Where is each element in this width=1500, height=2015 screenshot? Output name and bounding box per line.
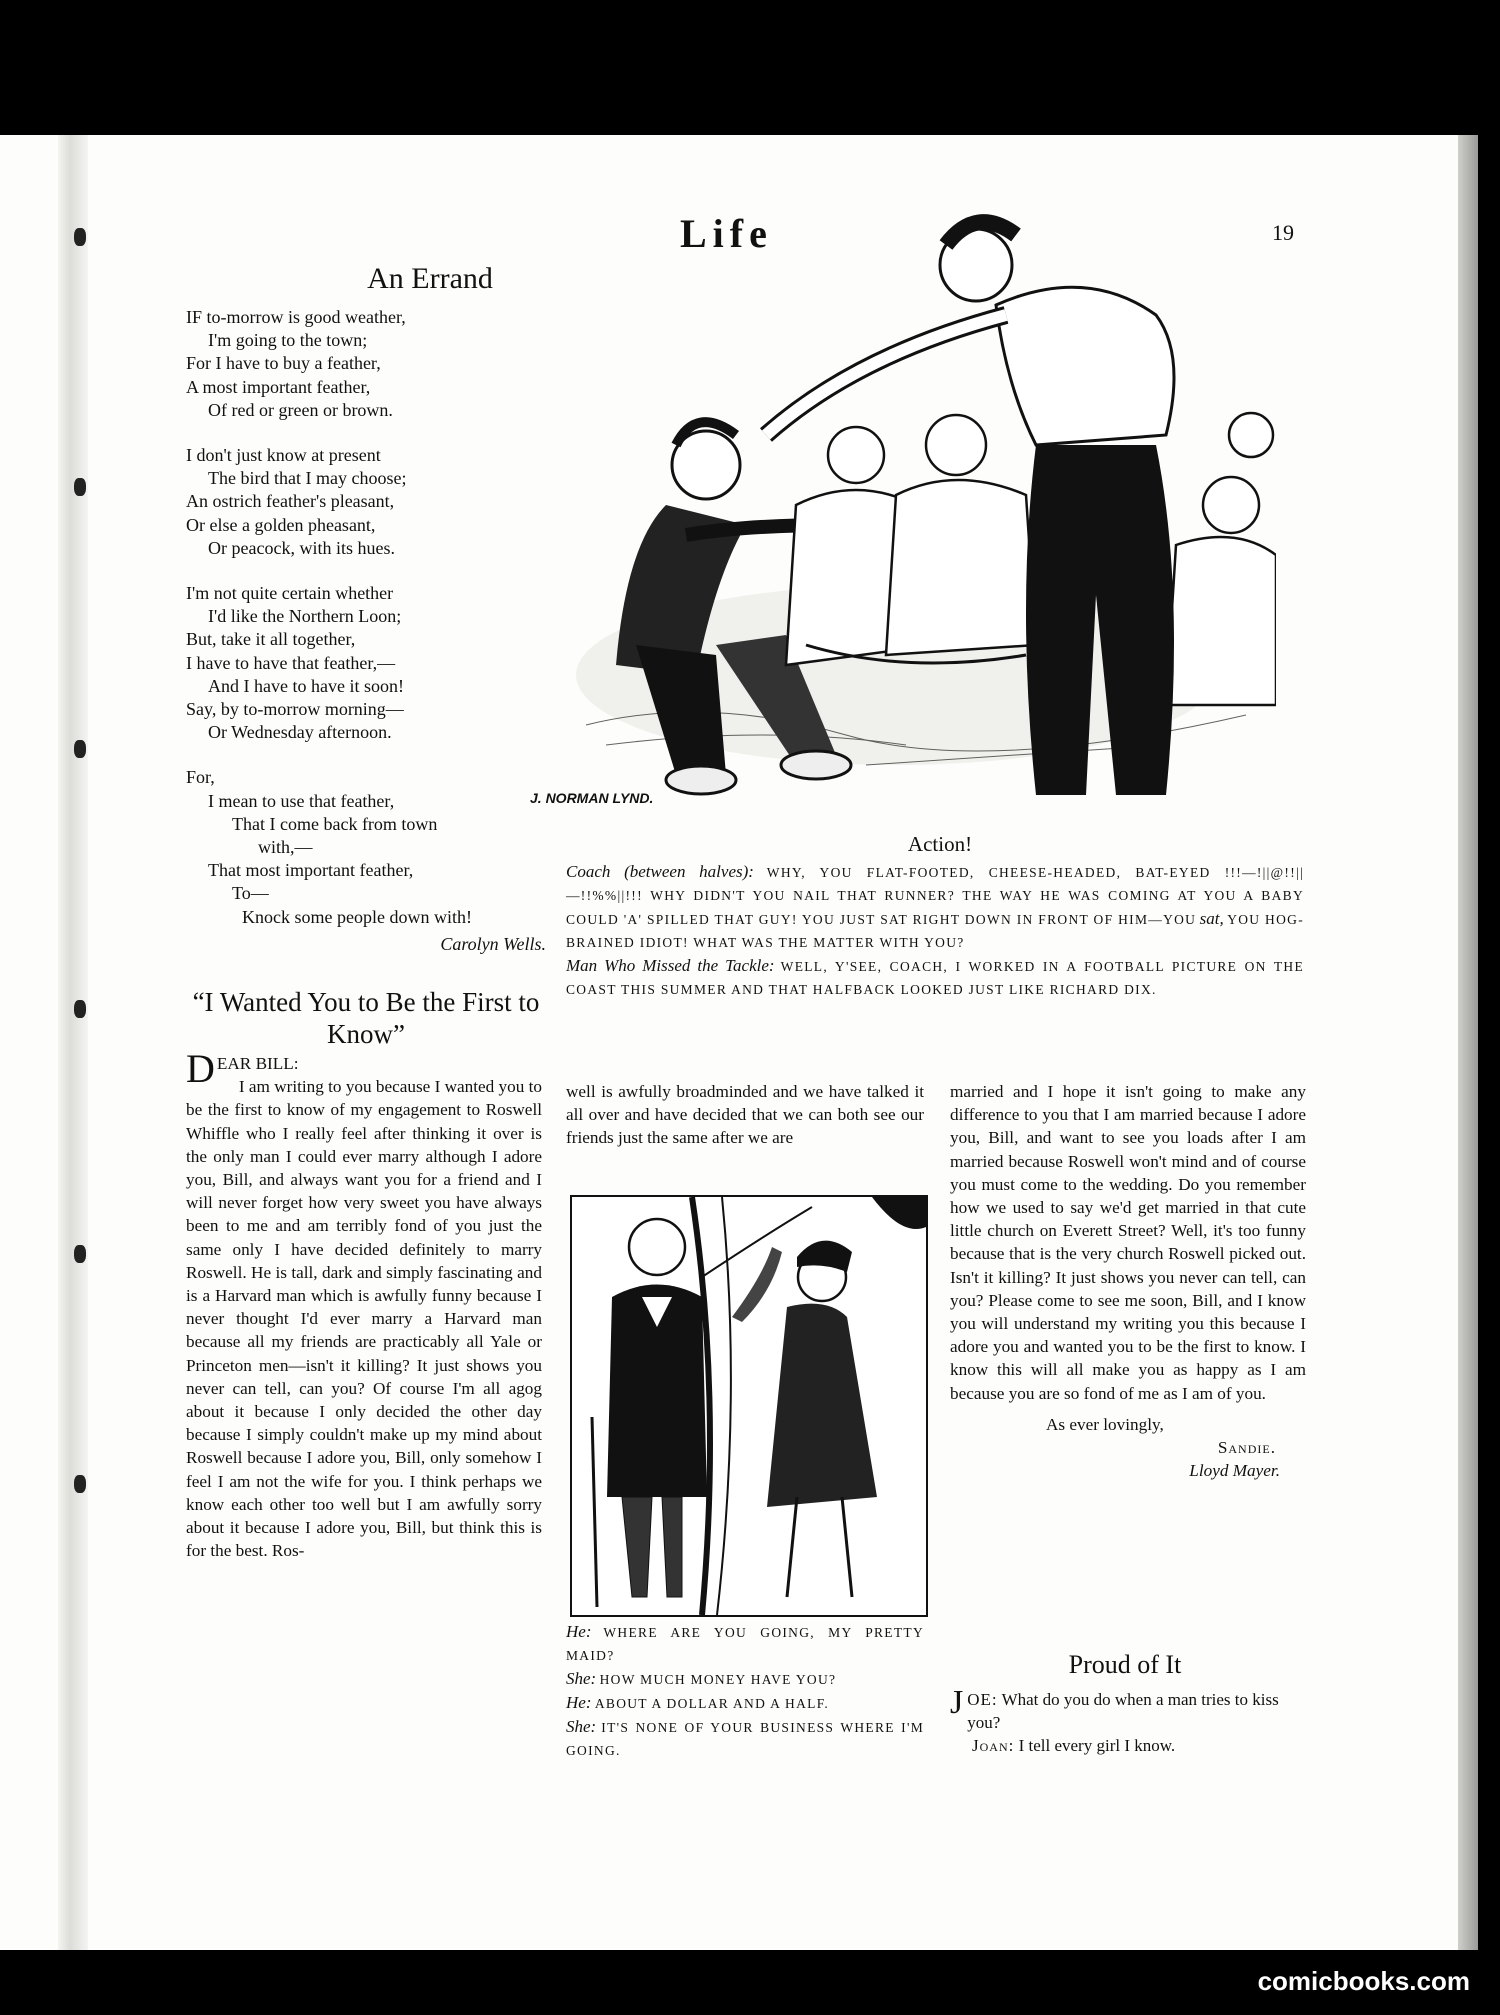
page-number: 19 [1272, 220, 1294, 245]
poem-line: And I have to have it soon! [208, 675, 404, 696]
letter-column-1 [186, 1046, 542, 1562]
cartoon-title: Action! [907, 832, 973, 856]
masthead: Life [680, 211, 773, 256]
poem-line: The bird that I may choose; [208, 468, 407, 489]
speaker-label: Coach (between halves): [566, 862, 754, 881]
poem-stanza [186, 306, 546, 422]
letter-closing: As ever lovingly, [1046, 1414, 1164, 1434]
poem-line: That most important feather, [208, 860, 414, 881]
poem-line: That I come back from town [232, 813, 438, 834]
page-edge [1458, 135, 1478, 1950]
poem-line: A most important feather, [186, 376, 371, 397]
couple-cartoon-illustration [570, 1195, 928, 1617]
caption-line: She: IT'S NONE OF YOUR BUSINESS WHERE I'M GOING. [566, 1717, 925, 1758]
poem-an-errand [186, 306, 546, 956]
poem-stanza [186, 582, 546, 744]
binding-stitch [74, 228, 86, 246]
poem-line: with,— [258, 837, 313, 858]
letter-column-2: well is awfully broadminded and we have talked it all over and have decided that we can both see our friends just the same after we are [566, 1082, 924, 1148]
cartoon-caption-action [566, 860, 1304, 1001]
binding-stitch [74, 740, 86, 758]
letter-salutation: DEAR BILL: [186, 1046, 299, 1091]
letter-body: married and I hope it isn't going to make any difference to you that I am married because I adore you, Bill, and want to see you loads after I am married because Roswell won't mind and of course you must come to the wedding. Do you remember how we used to say we'd get married in that cute little church on Everett Street? Well, it's too funny because that is the very church Roswell picked out. Isn't it killing? It just shows you never can tell, can you? Please come to see me soon, Bill, and I know you will understand my writing you this because I adore you and wanted you to be the first to know. I know this will all make you as happy as I am because you are so fond of me as I am of you. [950, 1082, 1306, 1403]
letter-author: Lloyd Mayer. [1189, 1461, 1280, 1481]
poem-line: I'm not quite certain whether [186, 583, 394, 604]
poem-line: An ostrich feather's pleasant, [186, 491, 395, 512]
letter-signature: Sandie. [1217, 1438, 1276, 1458]
caption-line: She: HOW MUCH MONEY HAVE YOU? [566, 1669, 837, 1688]
joke-line: JOE: What do you do when a man tries to kiss you? [950, 1684, 1279, 1732]
speaker-label: Man Who Missed the Tackle: [566, 956, 775, 975]
poem-line: Knock some people down with! [242, 906, 472, 927]
drop-cap: J [950, 1684, 964, 1721]
poem-line: To— [232, 883, 269, 904]
poem-line: I mean to use that feather, [208, 790, 395, 811]
speaker-label: She: [566, 1669, 597, 1688]
poem-line: I don't just know at present [186, 445, 381, 466]
poem-line: For I have to buy a feather, [186, 353, 381, 374]
binding-stitch [74, 1475, 86, 1493]
caption-line: He: WHERE ARE YOU GOING, MY PRETTY MAID? [566, 1622, 924, 1663]
football-cartoon-illustration [566, 205, 1276, 815]
letter-column-3 [950, 1080, 1306, 1482]
poem-line: Or peacock, with its hues. [208, 537, 395, 558]
speaker-label: He: [566, 1622, 592, 1641]
speaker-label: She: [566, 1717, 597, 1736]
binding-stitch [74, 1245, 86, 1263]
drop-cap: D [186, 1046, 215, 1091]
player-dialogue: Man Who Missed the Tackle: WELL, Y'SEE, COACH, I WORKED IN A FOOTBALL PICTURE ON THE COAST THIS SUMMER AND THAT HALFBACK LOOKED JUST LIKE RICHARD DIX. [566, 956, 1305, 997]
site-watermark: comicbooks.com [1257, 1966, 1470, 1996]
poem-line: Say, by to-morrow morning— [186, 699, 404, 720]
caption-line: He: ABOUT A DOLLAR AND A HALF. [566, 1693, 830, 1712]
speaker-label: He: [566, 1693, 592, 1712]
binding-stitch [74, 478, 86, 496]
artist-signature: J. NORMAN LYND. [530, 790, 654, 806]
poem-stanza [186, 766, 546, 928]
binding-stitch [74, 1000, 86, 1018]
poem-stanza [186, 444, 546, 560]
letter-body: I am writing to you because I wanted you to be the first to know of my engagement to Roswell Whiffle who I really feel after thinking it over is the only man I could ever marry although I adore you, Bill, and always want you for a friend and I will never forget how very sweet you have always been to me and am terribly fond of you just the same only I have decided definitely to marry Roswell. He is tall, dark and simply fascinating and is a Harvard man which is awfully funny because I never thought I'd ever marry a Harvard man because all my friends are practicably all Yale or Princeton men—isn't it killing? It just shows you never can tell, can you? Of course I'm all agog about it because I only decided the other day because I simply couldn't make up my mind about Roswell because I adore you, Bill, only somehow I feel I am not the wife for you. I think perhaps we know each other too well but I am awfully sorry about it because I adore you, Bill, but think this is for the best. Ros- [186, 1077, 542, 1561]
poem-author: Carolyn Wells. [440, 933, 546, 954]
poem-line: I'm going to the town; [208, 330, 368, 351]
poem-line: Of red or green or brown. [208, 399, 393, 420]
poem-line: Or else a golden pheasant, [186, 514, 376, 535]
poem-line: I'd like the Northern Loon; [208, 606, 402, 627]
joke-line: Joan: I tell every girl I know. [972, 1736, 1176, 1755]
poem-line: Or Wednesday afternoon. [208, 722, 392, 743]
poem-line: For, [186, 767, 215, 788]
poem-line: I have to have that feather,— [186, 652, 396, 673]
cartoon-caption-couple [566, 1620, 924, 1762]
article-title: “I Wanted You to Be the First to Know” [192, 987, 540, 1049]
poem-line: But, take it all together, [186, 629, 356, 650]
coach-dialogue: Coach (between halves): WHY, YOU FLAT-FOOTED, CHEESE-HEADED, BAT-EYED !!!—!||@!!||—!!%%||!!! WHY DIDN'T YOU NAIL THAT RUNNER? THE WAY HE WAS COMING AT YOU A BABY COULD 'A' SPILLED THAT GUY! YOU JUST SAT RIGHT DOWN IN FRONT OF HIM—YOU sat, YOU HOG-BRAINED IDIOT! WHAT WAS THE MATTER WITH YOU? [566, 862, 1305, 950]
page-gutter [58, 135, 88, 1950]
joke-title: Proud of It [1068, 1650, 1182, 1679]
poem-title: An Errand [367, 262, 493, 295]
poem-line: IF to-morrow is good weather, [186, 307, 406, 327]
joke-proud-of-it [950, 1684, 1306, 1757]
